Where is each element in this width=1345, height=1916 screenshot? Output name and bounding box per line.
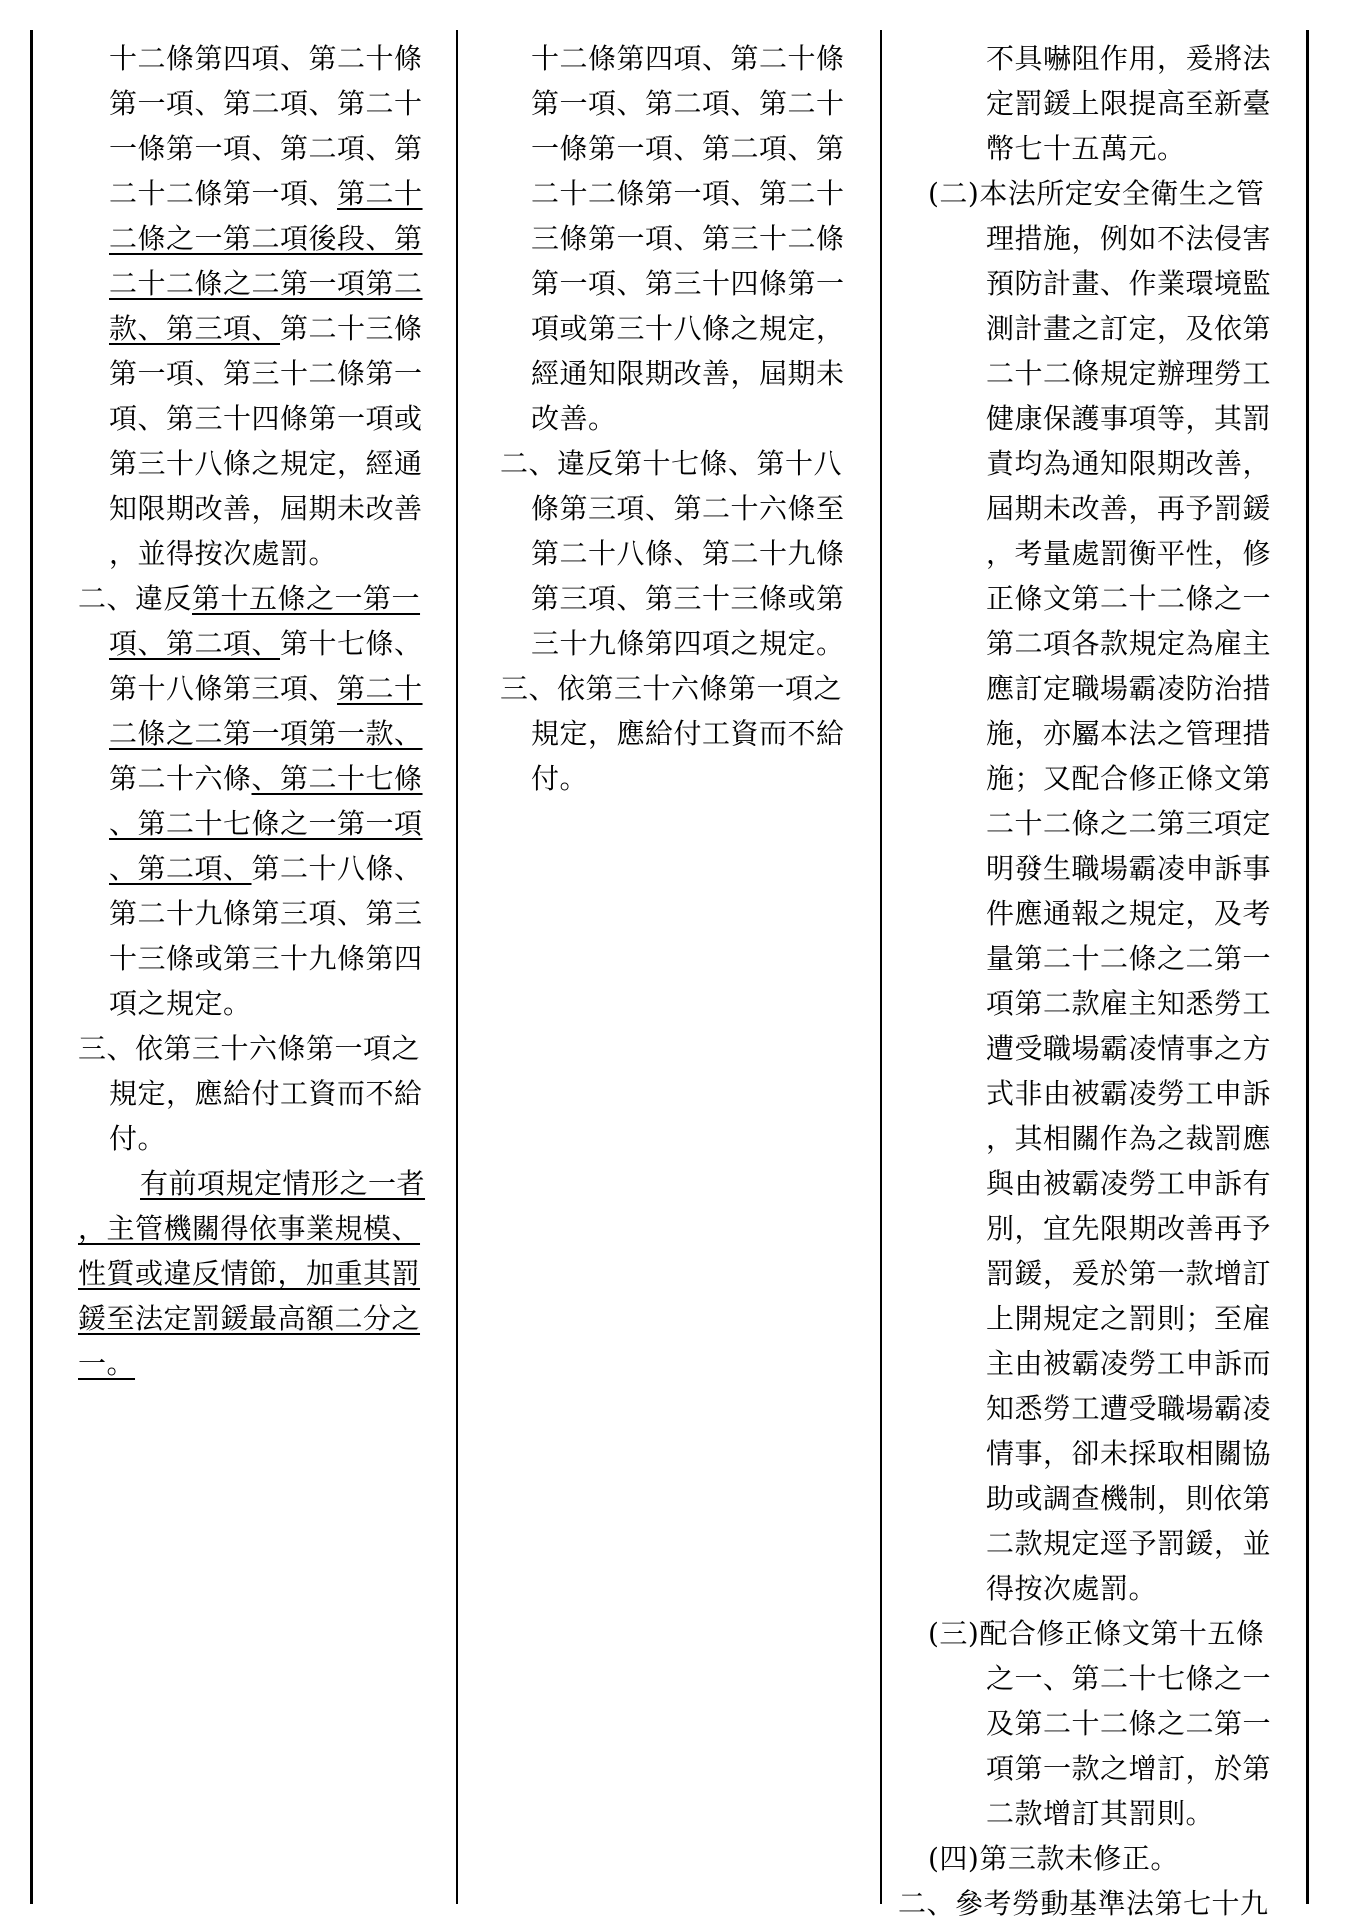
text-line bbox=[78, 441, 444, 486]
text-line bbox=[78, 846, 444, 891]
text-line bbox=[898, 1656, 1294, 1701]
text-line bbox=[898, 1116, 1294, 1161]
text-segment: 二款規定逕予罰鍰，並 bbox=[986, 1527, 1272, 1560]
left-border-line bbox=[30, 30, 33, 1904]
text-segment: 項之規定。 bbox=[109, 987, 252, 1020]
text-line bbox=[500, 576, 866, 621]
text-line bbox=[78, 531, 444, 576]
text-line bbox=[898, 306, 1294, 351]
text-line bbox=[78, 1206, 444, 1251]
underlined-amendment-text: 、第二十七條 bbox=[251, 762, 423, 795]
text-line bbox=[898, 1026, 1294, 1071]
text-line bbox=[78, 1296, 444, 1341]
text-line bbox=[78, 936, 444, 981]
text-line bbox=[500, 486, 866, 531]
text-segment: 條第三項、第二十六條至 bbox=[531, 492, 845, 525]
text-segment: 第二十八條、第二十九條 bbox=[531, 537, 845, 570]
text-line bbox=[898, 621, 1294, 666]
text-line bbox=[500, 711, 866, 756]
text-line bbox=[78, 171, 444, 216]
text-segment: 得按次處罰。 bbox=[986, 1572, 1158, 1605]
text-segment: 情事，卻未採取相關協 bbox=[986, 1437, 1272, 1470]
text-segment: 與由被霸凌勞工申訴有 bbox=[986, 1167, 1272, 1200]
text-line bbox=[898, 981, 1294, 1026]
text-segment: 屆期未改善，再予罰鍰 bbox=[986, 492, 1272, 525]
text-line bbox=[78, 81, 444, 126]
text-segment: 施，亦屬本法之管理措 bbox=[986, 717, 1272, 750]
text-segment: 明發生職場霸凌申訴事 bbox=[986, 852, 1272, 885]
text-segment: 別，宜先限期改善再予 bbox=[986, 1212, 1272, 1245]
text-segment: 遭受職場霸凌情事之方 bbox=[986, 1032, 1272, 1065]
text-segment: 罰鍰，爰於第一款增訂 bbox=[986, 1257, 1272, 1290]
text-segment: 量第二十二條之二第一 bbox=[986, 942, 1272, 975]
text-line bbox=[898, 441, 1294, 486]
text-line bbox=[500, 531, 866, 576]
text-line bbox=[898, 1791, 1294, 1836]
underlined-amendment-text: 二條之一第二項後段、第 bbox=[109, 222, 423, 255]
text-segment: 項、第三十四條第一項或 bbox=[109, 402, 423, 435]
text-segment: 定罰鍰上限提高至新臺 bbox=[986, 87, 1272, 120]
text-segment: 三十九條第四項之規定。 bbox=[531, 627, 845, 660]
text-line bbox=[78, 801, 444, 846]
text-line bbox=[78, 261, 444, 306]
text-segment: 知限期改善，屆期未改善 bbox=[109, 492, 423, 525]
text-line bbox=[898, 351, 1294, 396]
text-segment: 一條第一項、第二項、第 bbox=[531, 132, 845, 165]
text-segment: 項或第三十八條之規定， bbox=[531, 312, 845, 345]
text-line bbox=[78, 711, 444, 756]
underlined-amendment-text: 性質或違反情節，加重其罰 bbox=[78, 1257, 421, 1290]
text-segment: 測計畫之訂定，及依第 bbox=[986, 312, 1272, 345]
text-segment: 十二條第四項、第二十條 bbox=[531, 42, 845, 75]
text-segment: 健康保護事項等，其罰 bbox=[986, 402, 1272, 435]
text-segment: 一條第一項、第二項、第 bbox=[109, 132, 423, 165]
text-segment: 二十二條第一項、 bbox=[109, 177, 338, 210]
text-line bbox=[78, 576, 444, 621]
text-segment: 改善。 bbox=[531, 402, 617, 435]
text-line bbox=[500, 126, 866, 171]
text-line bbox=[898, 1746, 1294, 1791]
text-segment: 二十二條規定辦理勞工 bbox=[986, 357, 1272, 390]
text-line bbox=[898, 261, 1294, 306]
text-segment: ，其相關作為之裁罰應 bbox=[986, 1122, 1272, 1155]
text-line bbox=[500, 81, 866, 126]
text-line bbox=[898, 1386, 1294, 1431]
text-segment: 式非由被霸凌勞工申訴 bbox=[986, 1077, 1272, 1110]
text-line bbox=[898, 1341, 1294, 1386]
text-line bbox=[500, 396, 866, 441]
text-line bbox=[500, 216, 866, 261]
text-line bbox=[898, 36, 1294, 81]
text-segment: 二、違反 bbox=[78, 582, 193, 615]
text-line bbox=[898, 126, 1294, 171]
text-line bbox=[78, 621, 444, 666]
text-line bbox=[898, 1431, 1294, 1476]
text-segment: 二十二條之二第三項定 bbox=[986, 807, 1272, 840]
text-segment: 第十八條第三項、 bbox=[109, 672, 338, 705]
text-line bbox=[898, 1521, 1294, 1566]
text-line bbox=[898, 1566, 1294, 1611]
text-line bbox=[78, 981, 444, 1026]
text-line bbox=[898, 666, 1294, 711]
text-segment: 第一項、第三十四條第一 bbox=[531, 267, 845, 300]
underlined-amendment-text: 第二十 bbox=[337, 177, 423, 210]
text-segment: 第一項、第二項、第二十 bbox=[109, 87, 423, 120]
text-line bbox=[500, 666, 866, 711]
text-line bbox=[500, 306, 866, 351]
underlined-amendment-text: 、第二十七條之一第一項 bbox=[109, 807, 423, 840]
text-segment: 付。 bbox=[109, 1122, 167, 1155]
text-segment: 第三項、第三十三條或第 bbox=[531, 582, 845, 615]
text-segment: 三、依第三十六條第一項之 bbox=[78, 1032, 421, 1065]
text-segment: 第十七條、 bbox=[280, 627, 423, 660]
text-segment: 助或調查機制，則依第 bbox=[986, 1482, 1272, 1515]
text-segment: 規定，應給付工資而不給 bbox=[531, 717, 845, 750]
text-line bbox=[898, 1881, 1294, 1916]
text-line bbox=[500, 621, 866, 666]
text-line bbox=[898, 846, 1294, 891]
text-segment: 應訂定職場霸凌防治措 bbox=[986, 672, 1272, 705]
text-segment: 件應通報之規定，及考 bbox=[986, 897, 1272, 930]
text-line bbox=[500, 351, 866, 396]
text-line bbox=[898, 1206, 1294, 1251]
text-line bbox=[898, 1836, 1294, 1881]
text-segment: 三條第一項、第三十二條 bbox=[531, 222, 845, 255]
underlined-amendment-text: 第二十 bbox=[337, 672, 423, 705]
text-segment: 責均為通知限期改善， bbox=[986, 447, 1272, 480]
text-segment: 第一項、第二項、第二十 bbox=[531, 87, 845, 120]
text-segment: 二、違反第十七條、第十八 bbox=[500, 447, 843, 480]
text-line bbox=[898, 216, 1294, 261]
text-segment: 三、依第三十六條第一項之 bbox=[500, 672, 843, 705]
column-divider-1 bbox=[456, 30, 458, 1904]
text-line bbox=[78, 486, 444, 531]
underlined-amendment-text: 、第二項、 bbox=[109, 852, 252, 885]
text-segment: 理措施，例如不法侵害 bbox=[986, 222, 1272, 255]
text-line bbox=[78, 1116, 444, 1161]
text-line bbox=[78, 1071, 444, 1116]
text-segment: 第二十三條 bbox=[280, 312, 423, 345]
text-line bbox=[898, 531, 1294, 576]
text-line bbox=[500, 441, 866, 486]
column-divider-2 bbox=[880, 30, 882, 1904]
text-segment: (二)本法所定安全衛生之管 bbox=[928, 177, 1265, 210]
text-segment: ，並得按次處罰。 bbox=[109, 537, 338, 570]
text-line bbox=[78, 1161, 444, 1206]
text-segment: 二款增訂其罰則。 bbox=[986, 1797, 1215, 1830]
text-segment: 第二十六條 bbox=[109, 762, 252, 795]
text-segment: ，考量處罰衡平性，修 bbox=[986, 537, 1272, 570]
text-line bbox=[500, 261, 866, 306]
text-line bbox=[78, 351, 444, 396]
text-line bbox=[898, 1701, 1294, 1746]
text-segment: 之一、第二十七條之一 bbox=[986, 1662, 1272, 1695]
text-segment: (四)第三款未修正。 bbox=[928, 1842, 1179, 1875]
underlined-amendment-text: 第十五條之一第一 bbox=[192, 582, 421, 615]
underlined-amendment-text: 款、第三項、 bbox=[109, 312, 281, 345]
underlined-amendment-text: 二條之二第一項第一款、 bbox=[109, 717, 423, 750]
text-line bbox=[898, 891, 1294, 936]
text-segment: 項第一款之增訂，於第 bbox=[986, 1752, 1272, 1785]
text-segment: 第二十八條、 bbox=[251, 852, 423, 885]
text-line bbox=[898, 396, 1294, 441]
underlined-amendment-text: 鍰至法定罰鍰最高額二分之 bbox=[78, 1302, 421, 1335]
text-segment: 預防計畫、作業環境監 bbox=[986, 267, 1272, 300]
text-segment: 十三條或第三十九條第四 bbox=[109, 942, 423, 975]
text-segment: 及第二十二條之二第一 bbox=[986, 1707, 1272, 1740]
text-line bbox=[898, 1296, 1294, 1341]
text-line bbox=[898, 711, 1294, 756]
column-explanation bbox=[898, 36, 1294, 1916]
text-segment: 二、參考勞動基準法第七十九 bbox=[898, 1887, 1269, 1916]
text-line bbox=[898, 1611, 1294, 1656]
underlined-amendment-text: ，主管機關得依事業規模、 bbox=[78, 1212, 421, 1245]
text-line bbox=[898, 576, 1294, 621]
text-segment: 主由被霸凌勞工申訴而 bbox=[986, 1347, 1272, 1380]
text-line bbox=[78, 666, 444, 711]
text-segment: 第二十九條第三項、第三 bbox=[109, 897, 423, 930]
text-segment: 正條文第二十二條之一 bbox=[986, 582, 1272, 615]
text-line bbox=[898, 936, 1294, 981]
text-line bbox=[78, 891, 444, 936]
text-line bbox=[78, 1341, 444, 1386]
text-segment: 付。 bbox=[531, 762, 589, 795]
underlined-amendment-text: 二十二條之二第一項第二 bbox=[109, 267, 423, 300]
text-line bbox=[898, 1161, 1294, 1206]
text-line bbox=[500, 756, 866, 801]
text-line bbox=[898, 1476, 1294, 1521]
column-current-text bbox=[500, 36, 866, 801]
text-segment: (三)配合修正條文第十五條 bbox=[928, 1617, 1265, 1650]
text-line bbox=[78, 1251, 444, 1296]
text-segment: 第三十八條之規定，經通 bbox=[109, 447, 423, 480]
text-segment: 十二條第四項、第二十條 bbox=[109, 42, 423, 75]
text-segment: 項第二款雇主知悉勞工 bbox=[986, 987, 1272, 1020]
text-line bbox=[898, 756, 1294, 801]
text-segment: 二十二條第一項、第二十 bbox=[531, 177, 845, 210]
underlined-amendment-text: 一。 bbox=[78, 1347, 136, 1380]
text-line bbox=[78, 126, 444, 171]
text-line bbox=[78, 1026, 444, 1071]
text-segment: 不具嚇阻作用，爰將法 bbox=[986, 42, 1272, 75]
text-line bbox=[898, 171, 1294, 216]
underlined-amendment-text: 有前項規定情形之一者 bbox=[140, 1167, 426, 1200]
text-line bbox=[898, 1071, 1294, 1116]
text-segment: 施；又配合修正條文第 bbox=[986, 762, 1272, 795]
text-segment: 知悉勞工遭受職場霸凌 bbox=[986, 1392, 1272, 1425]
text-segment: 上開規定之罰則；至雇 bbox=[986, 1302, 1272, 1335]
text-line bbox=[898, 801, 1294, 846]
text-line bbox=[78, 396, 444, 441]
text-line bbox=[78, 756, 444, 801]
text-line bbox=[78, 306, 444, 351]
text-line bbox=[898, 81, 1294, 126]
text-line bbox=[500, 36, 866, 81]
text-segment: 第一項、第三十二條第一 bbox=[109, 357, 423, 390]
column-amended-text bbox=[78, 36, 444, 1386]
underlined-amendment-text: 項、第二項、 bbox=[109, 627, 281, 660]
text-line bbox=[898, 486, 1294, 531]
right-border-line bbox=[1306, 30, 1309, 1904]
text-segment: 幣七十五萬元。 bbox=[986, 132, 1186, 165]
text-line bbox=[500, 171, 866, 216]
text-segment: 經通知限期改善，屆期未 bbox=[531, 357, 845, 390]
text-line bbox=[898, 1251, 1294, 1296]
text-line bbox=[78, 36, 444, 81]
text-line bbox=[78, 216, 444, 261]
text-segment: 第二項各款規定為雇主 bbox=[986, 627, 1272, 660]
text-segment: 規定，應給付工資而不給 bbox=[109, 1077, 423, 1110]
